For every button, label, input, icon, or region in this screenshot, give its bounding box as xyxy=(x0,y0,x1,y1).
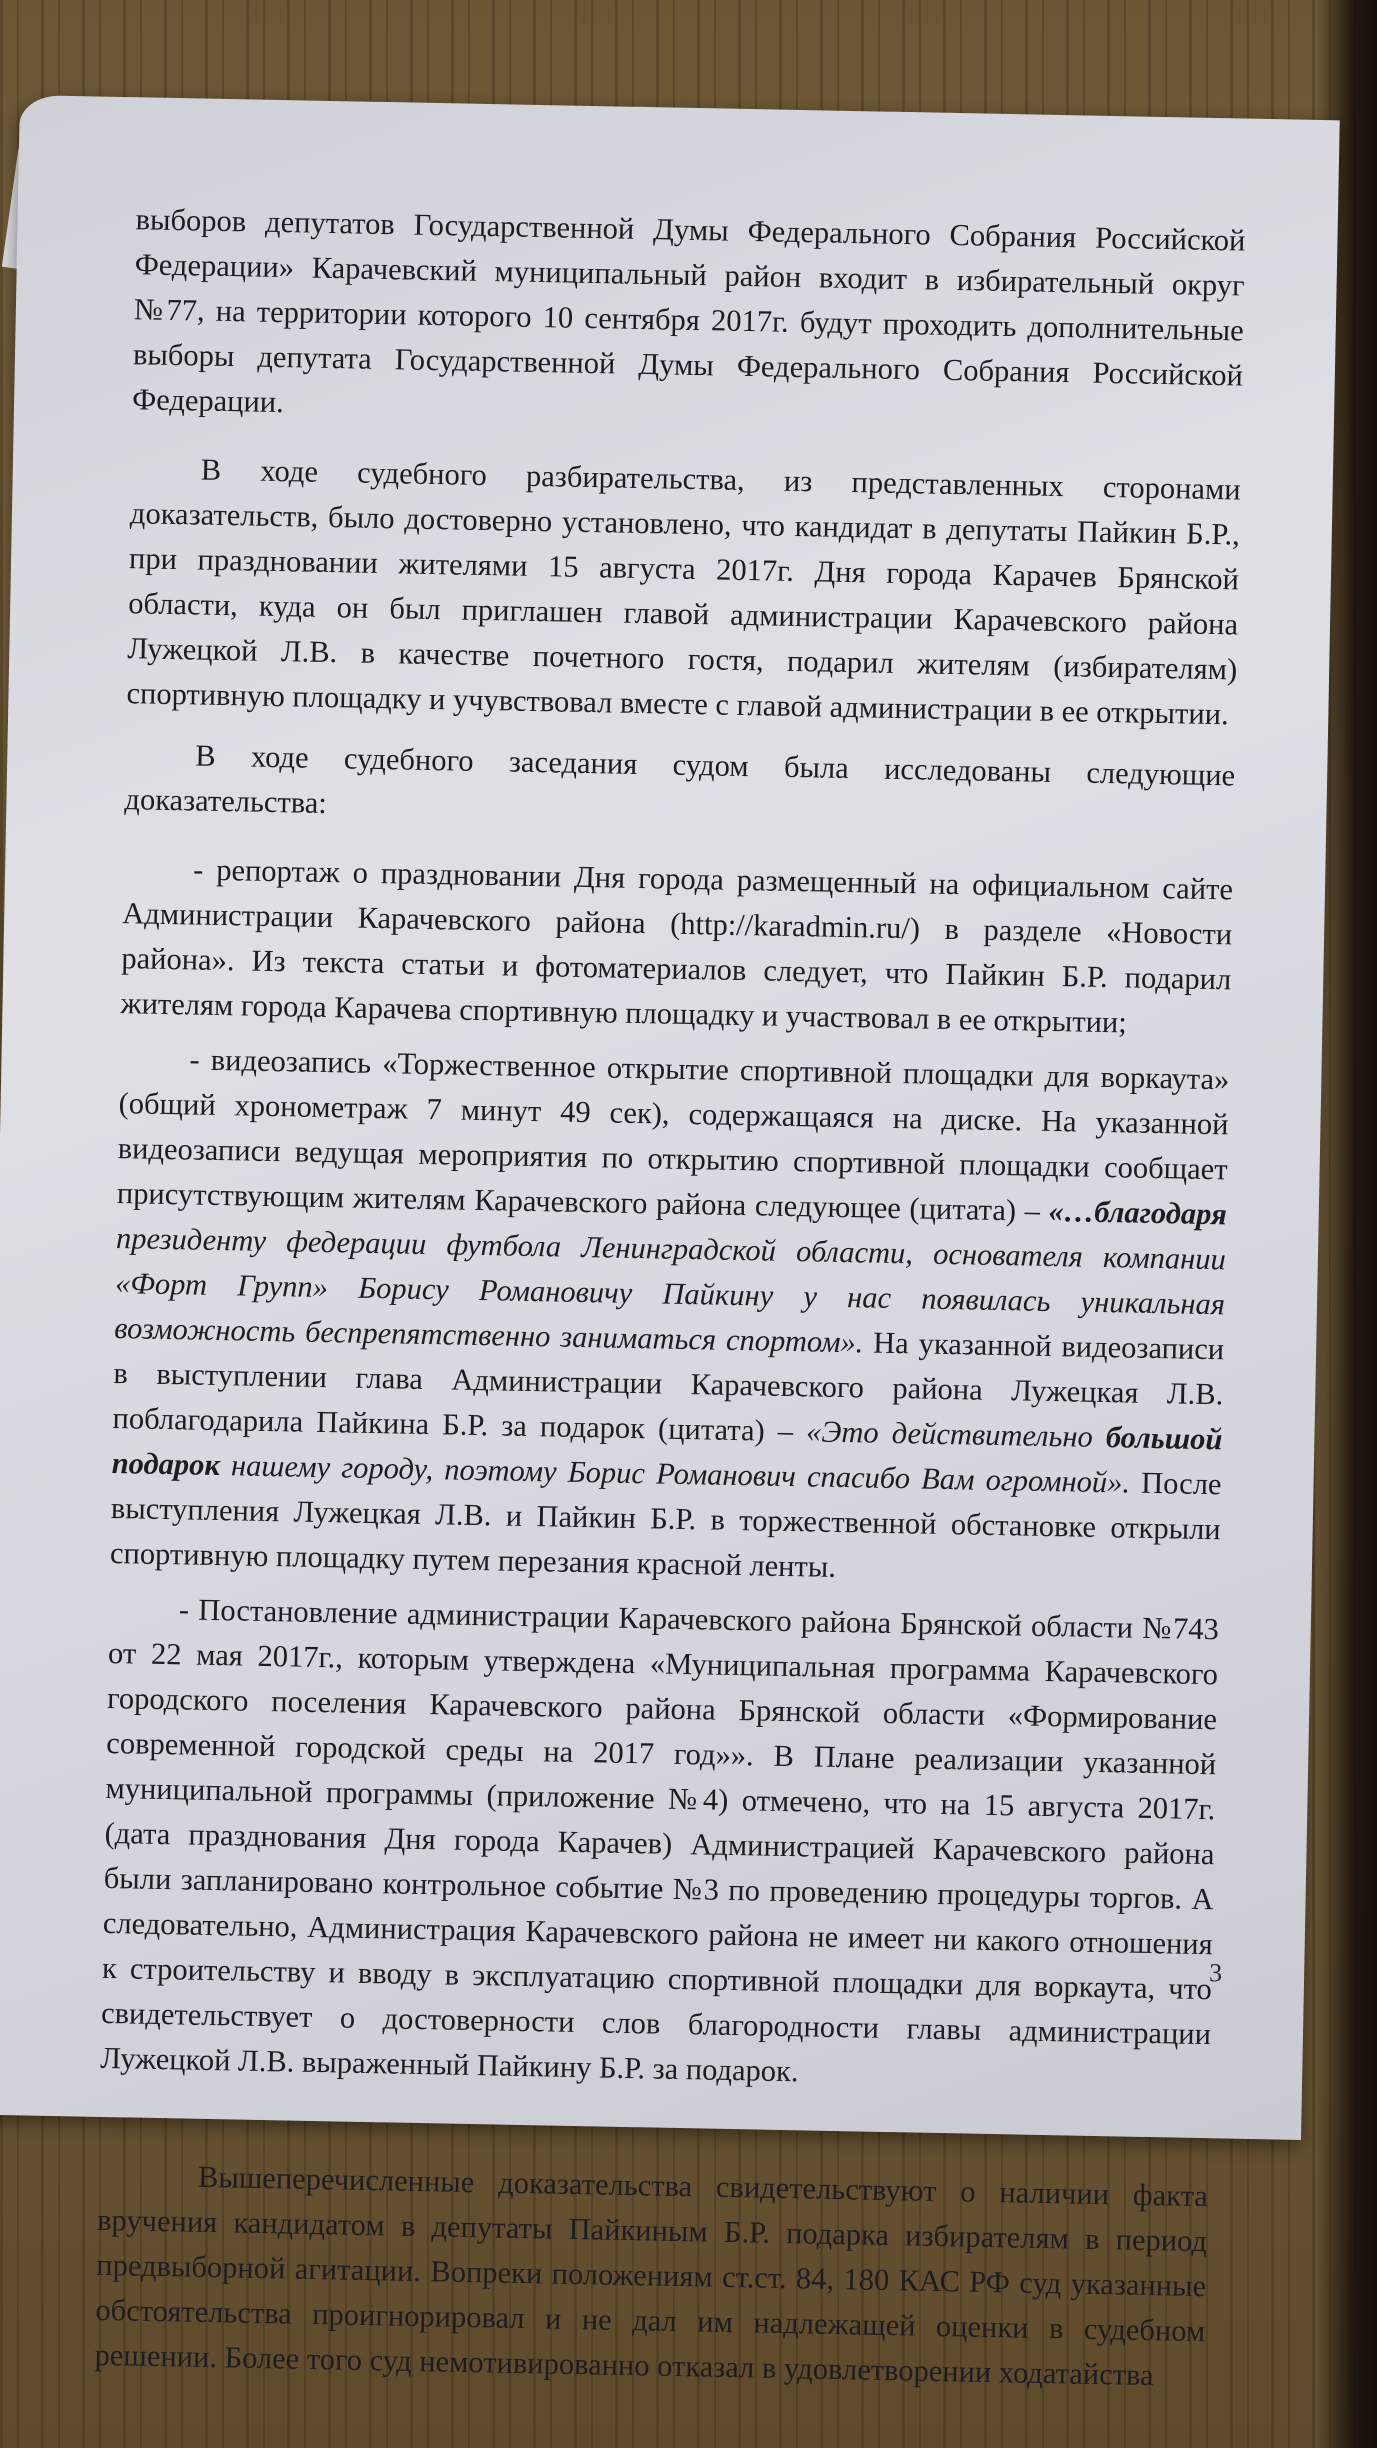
paragraph-5-video xyxy=(110,1036,1230,1597)
paragraph-7-conclusion: Вышеперечисленные доказательства свидетельствуют о наличии факта вручения кандидатом в депутаты Пайкиным Б.Р. подарка избирателям в период предвыборной агитации. Вопреки положениям ст.ст. 84, 180 КАС РФ суд указанные обстоятельства проигнорировал и не дал им надлежащей оценки в судебном решении. Более того суд немотивированно отказал в удовлетворении ходатайства xyxy=(94,2159,1209,2393)
p5-text-2: На указанной видеозаписи в выступлении глава Администрации Карачевского района Лужецкая Л.В. поблагодарила Пайкина Б.Р. за подарок (цитата) – xyxy=(112,1325,1225,1449)
document-body xyxy=(94,197,1246,2399)
paragraph-3: В ходе судебного заседания судом была исследованы следующие доказательства: xyxy=(124,738,1236,821)
paragraph-6-resolution: - Постановление администрации Карачевского района Брянской области №743 от 22 мая 2017г., которым утверждена «Муниципальная программа Карачевского городского поселения Карачевского района Брянской области «Формирование современной городской среды на 2017 год»». В Плане реализации указанной муниципальной программы (приложение №4) отмечено, что на 15 августа 2017г. (дата празднования Дня города Карачев) Администрацией Карачевского района были запланировано контрольное событие №3 по проведению процедуры торгов. А следовательно, Администрация Карачевского района не имеет ни какого отношения к строительству и вводу в эксплуатацию спортивной площадки для воркаута, что свидетельствует о достоверности слов благородности главы администрации Лужецкой Л.В. выраженный Пайкину Б.Р. за подарок. xyxy=(100,1592,1220,2089)
quote-2-start: «Это действительно xyxy=(805,1414,1107,1455)
paragraph-1: выборов депутатов Государственной Думы Федерального Собрания Российской Федерации» Карачевский муниципальный район входит в избирательный округ №77, на территории которого 10 сентября 2017г. будут проходить дополнительные выборы депутата Государственной Думы Федерального Собрания Российской Федерации. xyxy=(131,202,1246,420)
quote-2-bold: большой подарок xyxy=(111,1420,1223,1483)
p5-text-1: - видеозапись «Торжественное открытие спортивной площадки для воркаута» (общий хронометраж 7 минут 49 сек), содержащаяся на диске. На указанной видеозаписи ведущая мероприятия по открытию спортивной площадки сообщает присутствующим жителям Карачевского района следующее (цитата) – xyxy=(116,1042,1230,1228)
quote-2-end: нашему городу, поэтому Борис Романович спасибо Вам огромной». xyxy=(219,1448,1131,1500)
document-page xyxy=(0,95,1340,2393)
p5-text-3: После выступления Лужецкая Л.В. и Пайкин Б.Р. в торжественной обстановке открыли спортивную площадку путем перезания красной ленты. xyxy=(109,1465,1222,1584)
paragraph-4-report: - репортаж о праздновании Дня города размещенный на официальном сайте Администрации Карачевского района (http://karadmin.ru/) в разделе «Новости района». Из текста статьи и фотоматериалов следует, что Пайкин Б.Р. подарил жителям города Карачева спортивную площадку и участвовал в ее открытии; xyxy=(120,852,1234,1040)
paragraph-2: В ходе судебного разбирательства, из представленных сторонами доказательств, было достоверно установлено, что кандидат в депутаты Пайкин Б.Р., при праздновании жителями 15 августа 2017г. Дня города Карачев Брянской области, куда он был приглашен главой администрации Карачевского района Лужецкой Л.В. в качестве почетного гостя, подарил жителям (избирателям) спортивную площадку и учувствовал вместе с главой администрации в ее открытии. xyxy=(126,452,1241,732)
quote-1: президенту федерации футбола Ленинградской области, основателя компании «Форт Групп» Борису Романовичу Пайкину у нас появилась уникальная возможность беспрепятственно заниматься спортом». xyxy=(114,1221,1227,1360)
quote-1-bold: «…благодаря xyxy=(1048,1193,1228,1232)
page-number: 3 xyxy=(1208,1958,1223,1988)
